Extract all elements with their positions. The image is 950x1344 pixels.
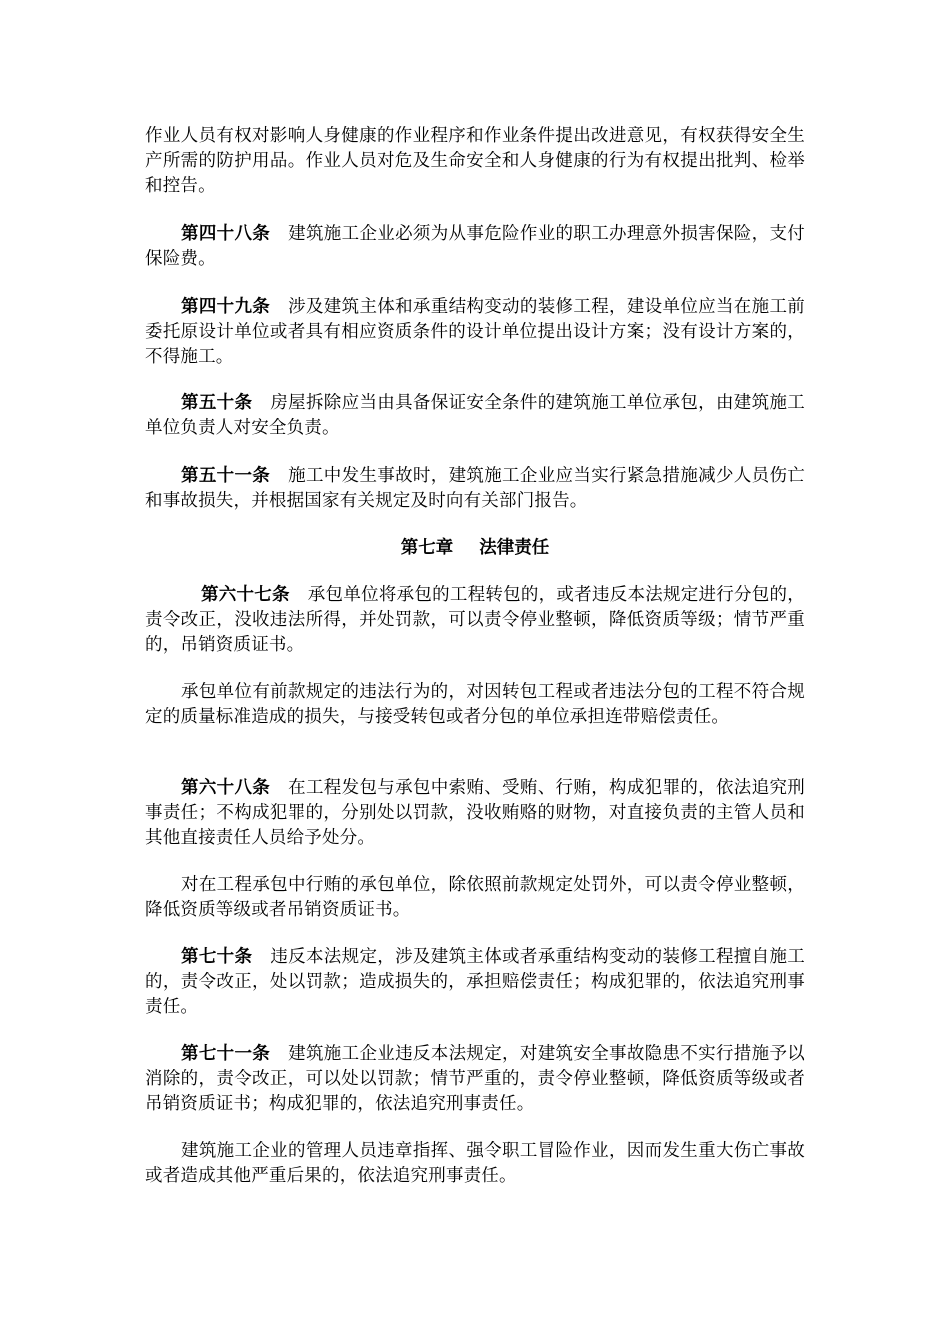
article-50 <box>145 391 805 441</box>
article-68 <box>145 776 805 851</box>
article-51 <box>145 464 805 514</box>
article-number: 第六十八条 <box>181 778 271 798</box>
paragraph-rights <box>145 124 805 199</box>
paragraph-management-liability <box>145 1139 805 1189</box>
article-48 <box>145 222 805 272</box>
article-number: 第五十一条 <box>181 466 271 486</box>
article-71 <box>145 1042 805 1117</box>
paragraph-text: 房屋拆除应当由具备保证安全条件的建筑施工单位承包，由建筑施工单位负责人对安全负责。 <box>145 393 805 438</box>
paragraph-text: 建筑施工企业必须为从事危险作业的职工办理意外损害保险，支付保险费。 <box>145 224 805 269</box>
paragraph-joint-liability <box>145 680 805 730</box>
paragraph-text: 建筑施工企业违反本法规定，对建筑安全事故隐患不实行措施予以消除的，责令改正，可以处以罚款；情节严重的，责令停业整顿，降低资质等级或者吊销资质证书；构成犯罪的，依法追究刑事责任。 <box>145 1044 805 1114</box>
paragraph-bribery-penalty <box>145 873 805 923</box>
chapter-heading <box>145 536 805 561</box>
article-number: 第六十七条 <box>201 585 290 605</box>
chapter-title: 法律责任 <box>479 538 550 558</box>
article-70 <box>145 945 805 1020</box>
article-number: 第七十条 <box>181 947 253 967</box>
paragraph-text: 作业人员有权对影响人身健康的作业程序和作业条件提出改进意见，有权获得安全生产所需的防护用品。作业人员对危及生命安全和人身健康的行为有权提出批判、检举和控告。 <box>145 126 805 196</box>
article-49 <box>145 295 805 370</box>
chapter-number: 第七章 <box>400 538 454 558</box>
paragraph-text: 建筑施工企业的管理人员违章指挥、强令职工冒险作业，因而发生重大伤亡事故或者造成其他严重后果的，依法追究刑事责任。 <box>145 1141 805 1186</box>
paragraph-text: 承包单位将承包的工程转包的，或者违反本法规定进行分包的，责令改正，没收违法所得，并处罚款，可以责令停业整顿，降低资质等级；情节严重的，吊销资质证书。 <box>145 585 805 655</box>
article-number: 第七十一条 <box>181 1044 271 1064</box>
article-number: 第五十条 <box>181 393 253 413</box>
paragraph-text: 承包单位有前款规定的违法行为的，对因转包工程或者违法分包的工程不符合规定的质量标准造成的损失，与接受转包或者分包的单位承担连带赔偿责任。 <box>145 682 805 727</box>
paragraph-text: 违反本法规定，涉及建筑主体或者承重结构变动的装修工程擅自施工的，责令改正，处以罚款；造成损失的，承担赔偿责任；构成犯罪的，依法追究刑事责任。 <box>145 947 805 1017</box>
paragraph-text: 涉及建筑主体和承重结构变动的装修工程，建设单位应当在施工前委托原设计单位或者具有相应资质条件的设计单位提出设计方案；没有设计方案的，不得施工。 <box>145 297 805 367</box>
paragraph-text: 施工中发生事故时，建筑施工企业应当实行紧急措施减少人员伤亡和事故损失，并根据国家有关规定及时向有关部门报告。 <box>145 466 805 511</box>
article-number: 第四十九条 <box>181 297 271 317</box>
paragraph-text: 对在工程承包中行贿的承包单位，除依照前款规定处罚外，可以责令停业整顿，降低资质等级或者吊销资质证书。 <box>145 875 805 920</box>
article-number: 第四十八条 <box>181 224 271 244</box>
article-67 <box>145 583 805 658</box>
paragraph-text: 在工程发包与承包中索贿、受贿、行贿，构成犯罪的，依法追究刑事责任；不构成犯罪的，分别处以罚款，没收贿赂的财物，对直接负责的主管人员和其他直接责任人员给予处分。 <box>145 778 805 848</box>
